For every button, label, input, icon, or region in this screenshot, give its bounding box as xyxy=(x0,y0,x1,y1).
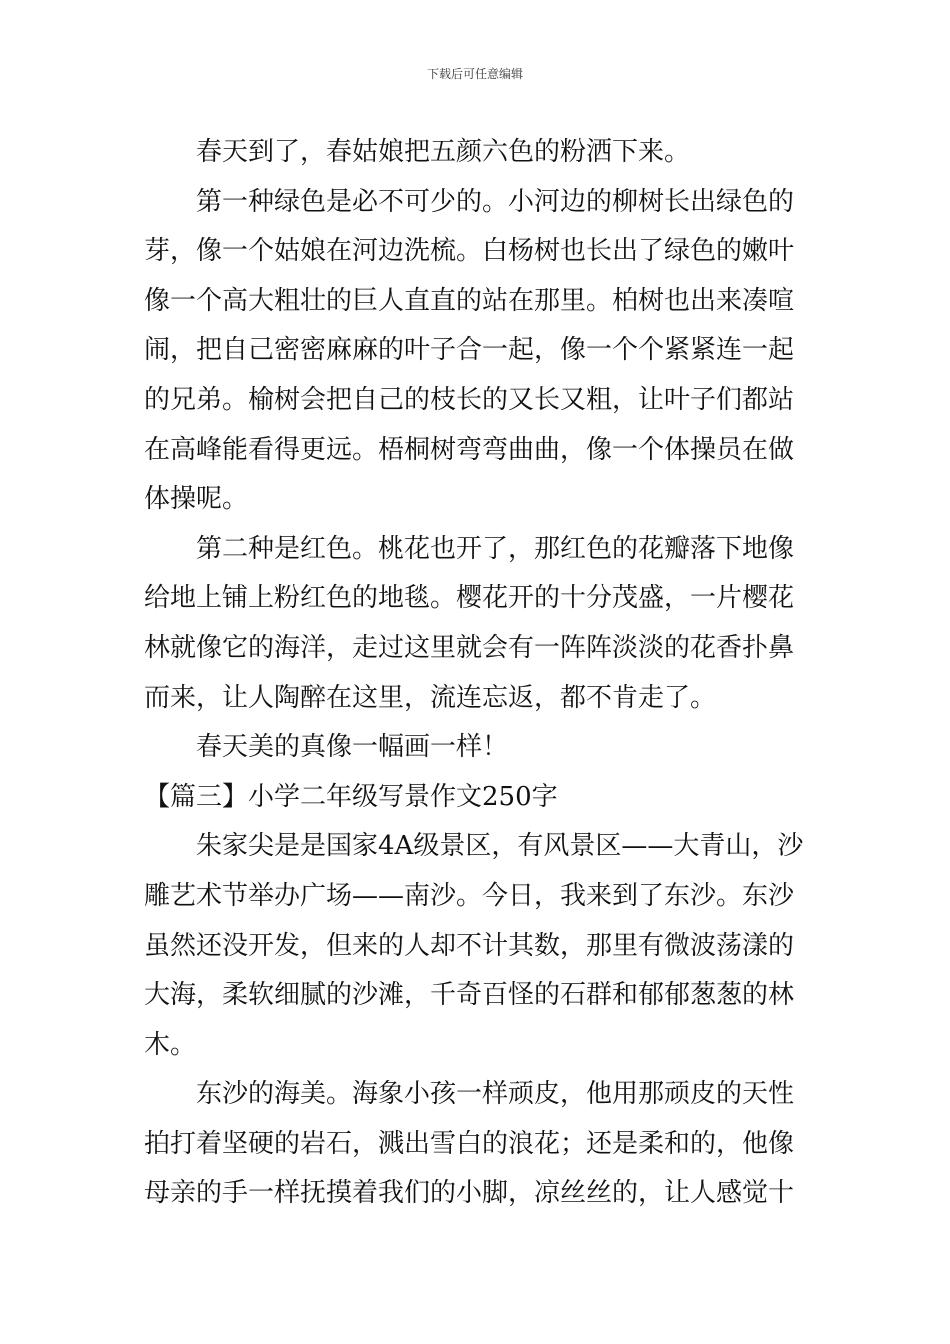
paragraph-line: 春天到了，春姑娘把五颜六色的粉洒下来。 xyxy=(196,137,691,167)
paragraph-line: 拍打着坚硬的岩石，溅出雪白的浪花；还是柔和的，他像 xyxy=(144,1128,795,1159)
paragraph-line: 东沙的海美。海象小孩一样顽皮，他用那顽皮的天性 xyxy=(196,1079,795,1110)
paragraph-line: 闹，把自己密密麻麻的叶子合一起，像一个个紧紧连一起 xyxy=(144,335,795,366)
page-header: 下载后可任意编辑 xyxy=(426,67,523,81)
paragraph-line: 春天美的真像一幅画一样！ xyxy=(196,732,509,763)
paragraph-line: 木。 xyxy=(144,1029,197,1060)
paragraph-line: 母亲的手一样抚摸着我们的小脚，凉丝丝的，让人感觉十 xyxy=(144,1178,795,1209)
paragraph-line: 朱家尖是是国家4A级景区，有风景区——大青山，沙 xyxy=(196,831,804,862)
paragraph-line: 像一个高大粗壮的巨人直直的站在那里。柏树也出来凑喧 xyxy=(144,285,795,316)
paragraph-line: 虽然还没开发，但来的人却不计其数，那里有微波荡漾的 xyxy=(144,930,795,961)
paragraph-line: 雕艺术节举办广场——南沙。今日，我来到了东沙。东沙 xyxy=(144,880,795,911)
paragraph-line: 芽，像一个姑娘在河边洗梳。白杨树也长出了绿色的嫩叶 xyxy=(144,236,795,267)
paragraph-line: 体操呢。 xyxy=(144,484,249,515)
paragraph-line: 在高峰能看得更远。梧桐树弯弯曲曲，像一个体操员在做 xyxy=(144,434,795,465)
paragraph-line: 而来，让人陶醉在这里，流连忘返，都不肯走了。 xyxy=(144,682,717,713)
paragraph-line: 第二种是红色。桃花也开了，那红色的花瓣落下地像 xyxy=(196,533,795,564)
document-body xyxy=(144,128,810,1219)
paragraph-line: 大海，柔软细腻的沙滩，千奇百怪的石群和郁郁葱葱的林 xyxy=(144,980,795,1011)
paragraph-line: 的兄弟。榆树会把自己的枝长的又长又粗，让叶子们都站 xyxy=(144,384,795,415)
paragraph-line: 给地上铺上粉红色的地毯。樱花开的十分茂盛，一片樱花 xyxy=(144,583,795,614)
paragraph-line: 第一种绿色是必不可少的。小河边的柳树长出绿色的 xyxy=(196,186,795,217)
section-heading: 【篇三】小学二年级写景作文250字 xyxy=(144,781,558,812)
paragraph-line: 林就像它的海洋，走过这里就会有一阵阵淡淡的花香扑鼻 xyxy=(144,632,795,663)
